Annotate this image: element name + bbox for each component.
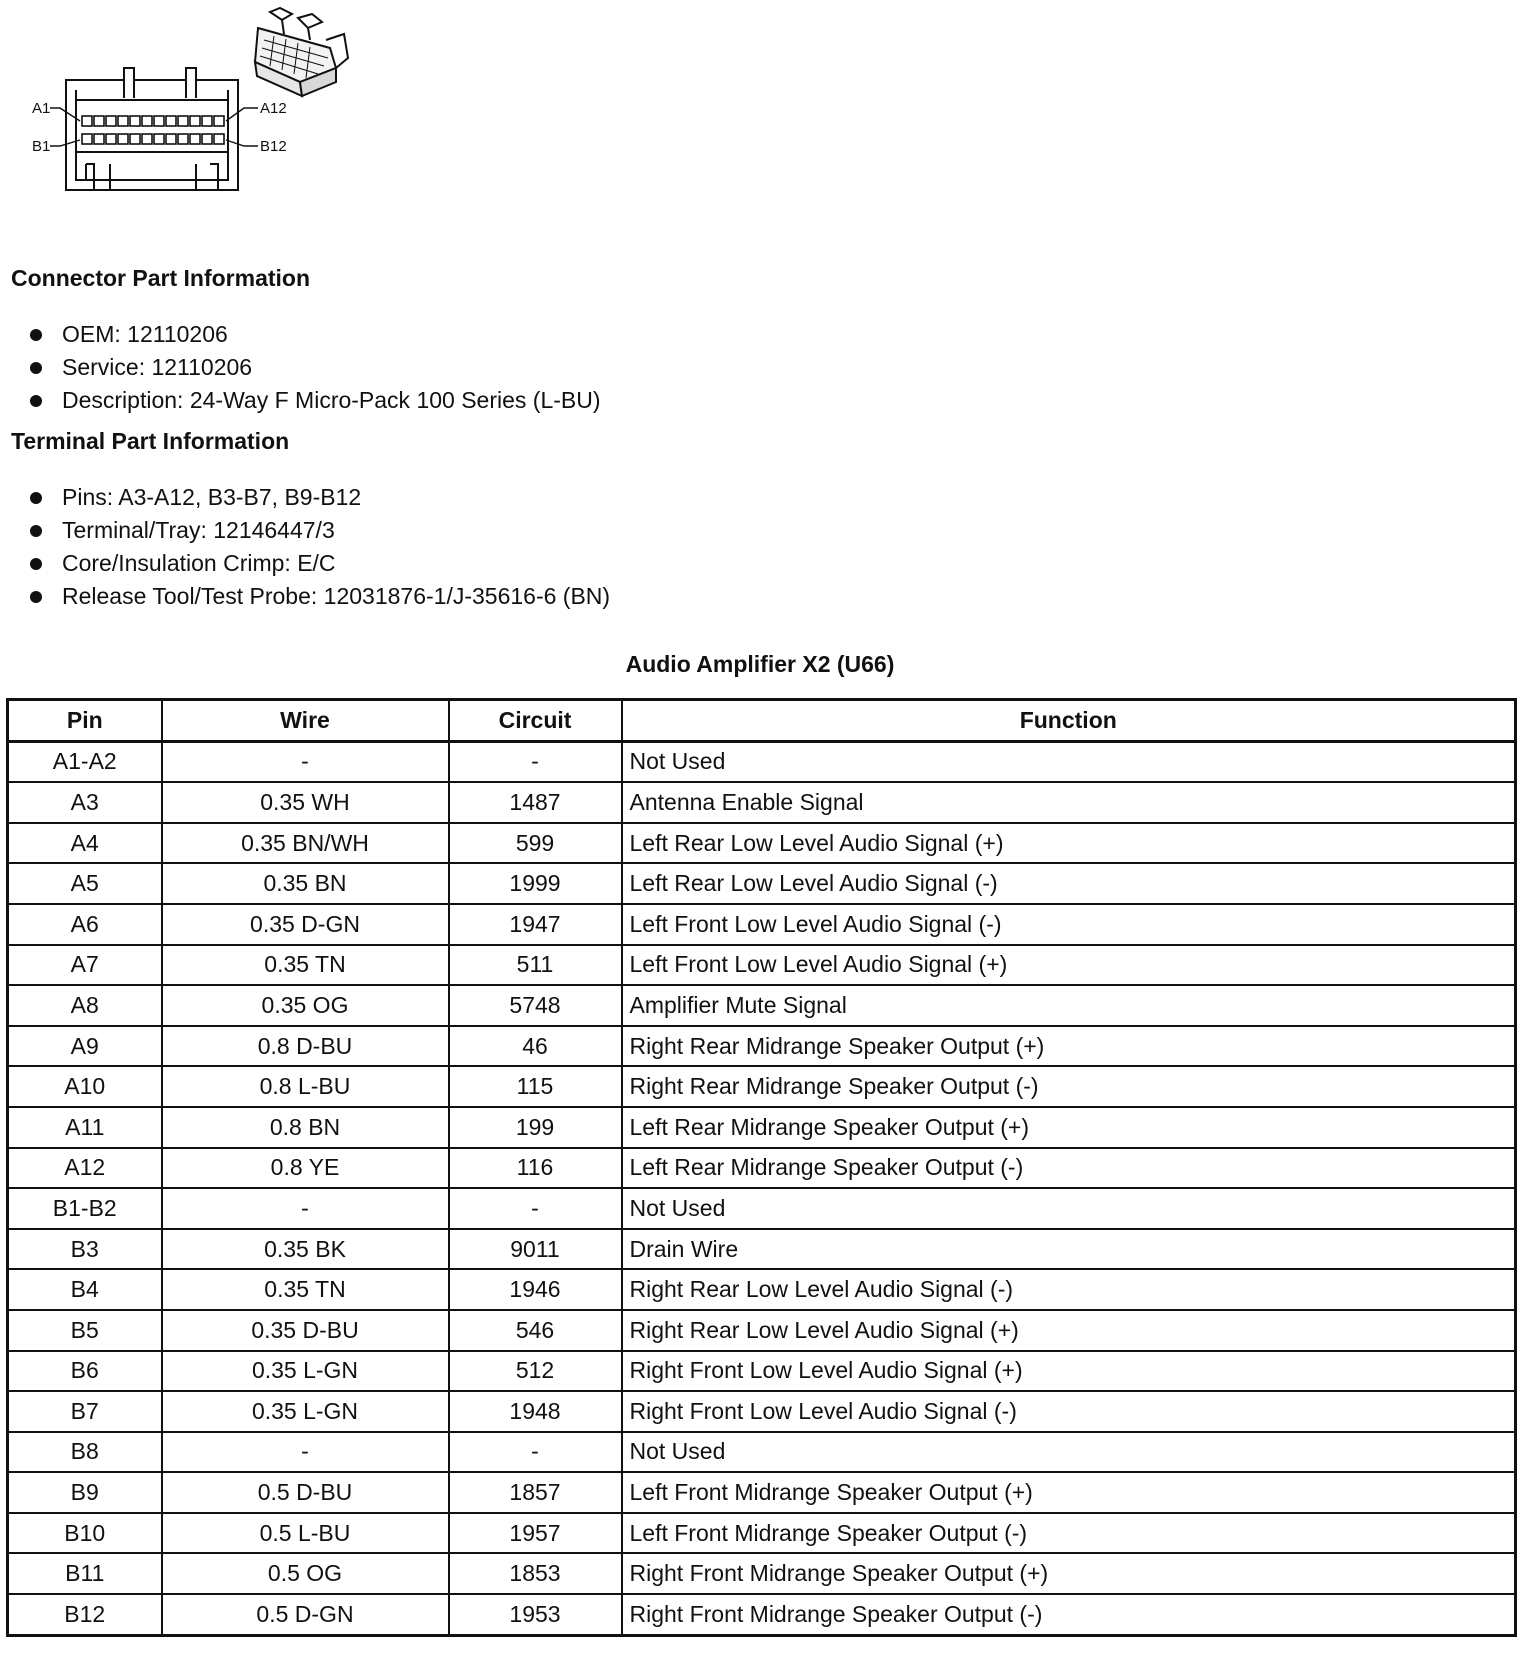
cell-pin: A4 [8,823,162,864]
cell-wire: 0.5 L-BU [162,1513,449,1554]
cell-wire: 0.35 WH [162,782,449,823]
cell-circuit: - [449,1432,622,1473]
terminal-tray-text: Terminal/Tray: 12146447/3 [62,517,335,543]
connector-face-drawing [30,0,370,215]
label-a1: A1 [32,100,51,117]
cell-pin: A5 [8,863,162,904]
cell-wire: - [162,741,449,782]
list-item [30,318,601,351]
table-row [8,985,1516,1026]
bullet-icon [30,362,42,374]
cell-circuit: - [449,741,622,782]
header-wire: Wire [162,700,449,742]
table-row [8,904,1516,945]
table-row [8,1188,1516,1229]
cell-pin: B3 [8,1229,162,1270]
table-row [8,1107,1516,1148]
cell-wire: 0.8 BN [162,1107,449,1148]
table-row [8,1472,1516,1513]
cell-wire: 0.5 D-GN [162,1594,449,1635]
cell-function: Left Rear Low Level Audio Signal (+) [622,823,1516,864]
connector-part-list [30,318,601,417]
cell-pin: A9 [8,1026,162,1067]
cell-wire: 0.35 L-GN [162,1351,449,1392]
cell-wire: 0.35 L-GN [162,1391,449,1432]
table-row [8,945,1516,986]
list-item [30,481,610,514]
cell-circuit: 1853 [449,1553,622,1594]
table-row [8,823,1516,864]
bullet-icon [30,525,42,537]
cell-wire: 0.8 YE [162,1148,449,1189]
cell-circuit: 1948 [449,1391,622,1432]
cell-function: Left Front Midrange Speaker Output (+) [622,1472,1516,1513]
cell-function: Right Front Low Level Audio Signal (-) [622,1391,1516,1432]
cell-function: Left Front Midrange Speaker Output (-) [622,1513,1516,1554]
cell-circuit: 115 [449,1066,622,1107]
cell-pin: B7 [8,1391,162,1432]
cell-function: Left Front Low Level Audio Signal (-) [622,904,1516,945]
crimp-text: Core/Insulation Crimp: E/C [62,550,336,576]
table-row [8,1553,1516,1594]
cell-circuit: 9011 [449,1229,622,1270]
table-row [8,1066,1516,1107]
cell-circuit: 1957 [449,1513,622,1554]
list-item [30,384,601,417]
cell-function: Amplifier Mute Signal [622,985,1516,1026]
cell-function: Right Rear Midrange Speaker Output (+) [622,1026,1516,1067]
cell-wire: 0.35 OG [162,985,449,1026]
bullet-icon [30,329,42,341]
header-function: Function [622,700,1516,742]
description-text: Description: 24-Way F Micro-Pack 100 Series (L-BU) [62,387,601,413]
bullet-icon [30,395,42,407]
cell-pin: A10 [8,1066,162,1107]
cell-wire: 0.35 TN [162,945,449,986]
cell-pin: B11 [8,1553,162,1594]
connector-part-heading: Connector Part Information [11,265,311,291]
cell-pin: A8 [8,985,162,1026]
list-item [30,514,610,547]
cell-circuit: 1999 [449,863,622,904]
cell-circuit: 116 [449,1148,622,1189]
oem-text: OEM: 12110206 [62,321,228,347]
connector-diagram [30,0,370,215]
cell-pin: A11 [8,1107,162,1148]
table-row [8,863,1516,904]
release-tool-text: Release Tool/Test Probe: 12031876-1/J-35616-6 (BN) [62,583,611,609]
cell-wire: 0.35 BN/WH [162,823,449,864]
cell-function: Left Front Low Level Audio Signal (+) [622,945,1516,986]
label-b12: B12 [260,138,287,155]
cell-pin: A6 [8,904,162,945]
cell-circuit: 1953 [449,1594,622,1635]
cell-function: Right Rear Low Level Audio Signal (-) [622,1269,1516,1310]
cell-wire: 0.35 D-GN [162,904,449,945]
cell-function: Right Rear Low Level Audio Signal (+) [622,1310,1516,1351]
cell-wire: 0.8 L-BU [162,1066,449,1107]
connector-isometric-icon [255,8,348,96]
cell-pin: B12 [8,1594,162,1635]
cell-wire: 0.5 D-BU [162,1472,449,1513]
cell-circuit: 599 [449,823,622,864]
terminal-part-list [30,481,610,613]
table-row [8,1391,1516,1432]
cell-pin: B10 [8,1513,162,1554]
table-row [8,1229,1516,1270]
cell-wire: 0.8 D-BU [162,1026,449,1067]
cell-function: Left Rear Midrange Speaker Output (-) [622,1148,1516,1189]
terminal-part-heading: Terminal Part Information [11,428,290,454]
cell-circuit: 1947 [449,904,622,945]
cell-function: Right Front Midrange Speaker Output (+) [622,1553,1516,1594]
cell-circuit: 512 [449,1351,622,1392]
cell-function: Drain Wire [622,1229,1516,1270]
cell-circuit: 1857 [449,1472,622,1513]
cell-wire: - [162,1432,449,1473]
cell-pin: A3 [8,782,162,823]
pinout-table [6,698,1517,1637]
label-a12: A12 [260,100,287,117]
cell-wire: - [162,1188,449,1229]
cell-circuit: 46 [449,1026,622,1067]
bullet-icon [30,591,42,603]
header-circuit: Circuit [449,700,622,742]
cell-function: Left Rear Low Level Audio Signal (-) [622,863,1516,904]
cell-circuit: 199 [449,1107,622,1148]
cell-wire: 0.35 BK [162,1229,449,1270]
cell-function: Antenna Enable Signal [622,782,1516,823]
table-row [8,1148,1516,1189]
cell-circuit: - [449,1188,622,1229]
service-text: Service: 12110206 [62,354,253,380]
cell-wire: 0.35 D-BU [162,1310,449,1351]
cell-pin: B8 [8,1432,162,1473]
list-item [30,580,610,613]
table-row [8,1351,1516,1392]
cell-function: Right Front Midrange Speaker Output (-) [622,1594,1516,1635]
pin-row-b [82,134,224,144]
header-pin: Pin [8,700,162,742]
cell-wire: 0.35 BN [162,863,449,904]
label-b1: B1 [32,138,51,155]
cell-pin: B4 [8,1269,162,1310]
list-item [30,547,610,580]
cell-wire: 0.5 OG [162,1553,449,1594]
cell-pin: A1-A2 [8,741,162,782]
cell-pin: A7 [8,945,162,986]
table-row [8,1310,1516,1351]
table-header-row [8,700,1516,742]
cell-circuit: 511 [449,945,622,986]
cell-circuit: 546 [449,1310,622,1351]
pins-text: Pins: A3-A12, B3-B7, B9-B12 [62,484,362,510]
table-row [8,1513,1516,1554]
list-item [30,351,601,384]
cell-pin: A12 [8,1148,162,1189]
cell-function: Not Used [622,1188,1516,1229]
cell-pin: B9 [8,1472,162,1513]
pin-row-a [82,116,224,126]
table-row [8,1026,1516,1067]
bullet-icon [30,558,42,570]
cell-pin: B6 [8,1351,162,1392]
table-row [8,782,1516,823]
table-title: Audio Amplifier X2 (U66) [625,651,895,677]
cell-circuit: 1487 [449,782,622,823]
cell-pin: B1-B2 [8,1188,162,1229]
cell-function: Right Front Low Level Audio Signal (+) [622,1351,1516,1392]
table-row [8,1432,1516,1473]
table-row [8,741,1516,782]
cell-function: Not Used [622,1432,1516,1473]
table-row [8,1269,1516,1310]
cell-circuit: 1946 [449,1269,622,1310]
cell-function: Not Used [622,741,1516,782]
cell-pin: B5 [8,1310,162,1351]
cell-function: Left Rear Midrange Speaker Output (+) [622,1107,1516,1148]
table-row [8,1594,1516,1635]
cell-function: Right Rear Midrange Speaker Output (-) [622,1066,1516,1107]
cell-circuit: 5748 [449,985,622,1026]
cell-wire: 0.35 TN [162,1269,449,1310]
bullet-icon [30,492,42,504]
